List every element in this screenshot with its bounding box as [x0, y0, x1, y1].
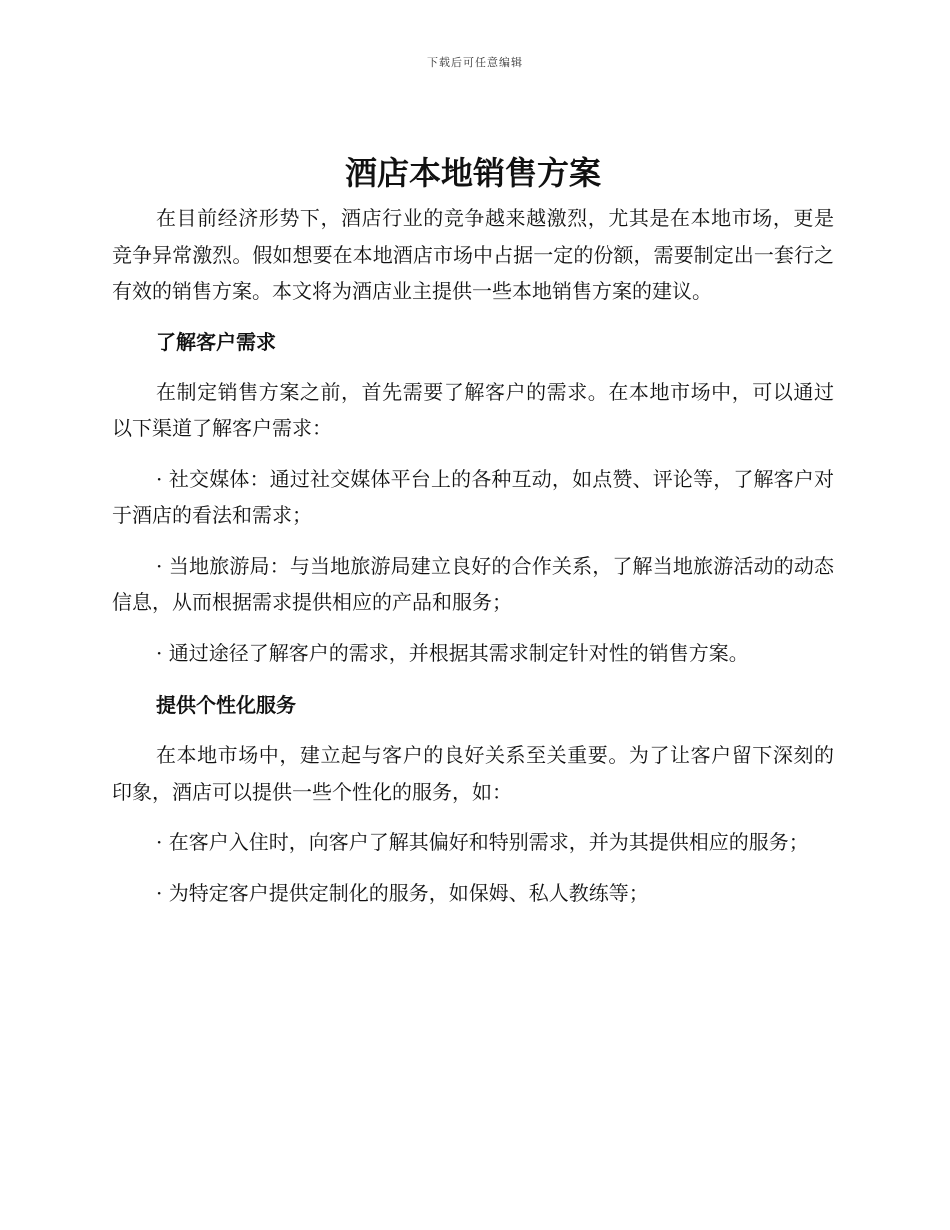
document-title: 酒店本地销售方案: [344, 154, 601, 192]
intro-paragraph: 在目前经济形势下，酒店行业的竞争越来越激烈，尤其是在本地市场，更是竞争异常激烈。假如想要在本地酒店市场中占据一定的份额，需要制定出一套行之有效的销售方案。本文将为酒店业主提供一些本地销售方案的建议。: [112, 206, 834, 303]
section-heading-personalized-service: 提供个性化服务: [156, 693, 296, 717]
bullet-item: · 通过途径了解客户的需求，并根据其需求制定针对性的销售方案。: [156, 640, 749, 665]
bullet-item: · 社交媒体：通过社交媒体平台上的各种互动，如点赞、评论等，了解客户对于酒店的看法和需求；: [112, 466, 834, 527]
bullet-item: · 在客户入住时，向客户了解其偏好和特别需求，并为其提供相应的服务；: [156, 830, 809, 854]
section-heading-customer-needs: 了解客户需求: [156, 329, 276, 354]
page-header-note: 下载后可任意编辑: [427, 56, 523, 69]
section-paragraph: 在制定销售方案之前，首先需要了解客户的需求。在本地市场中，可以通过以下渠道了解客户需求：: [112, 379, 834, 440]
section-paragraph: 在本地市场中，建立起与客户的良好关系至关重要。为了让客户留下深刻的印象，酒店可以提供一些个性化的服务，如：: [112, 743, 834, 804]
bullet-item: · 当地旅游局：与当地旅游局建立良好的合作关系，了解当地旅游活动的动态信息，从而根据需求提供相应的产品和服务；: [112, 553, 834, 614]
document-body: [112, 150, 834, 911]
bullet-item: · 为特定客户提供定制化的服务，如保姆、私人教练等；: [156, 880, 649, 905]
